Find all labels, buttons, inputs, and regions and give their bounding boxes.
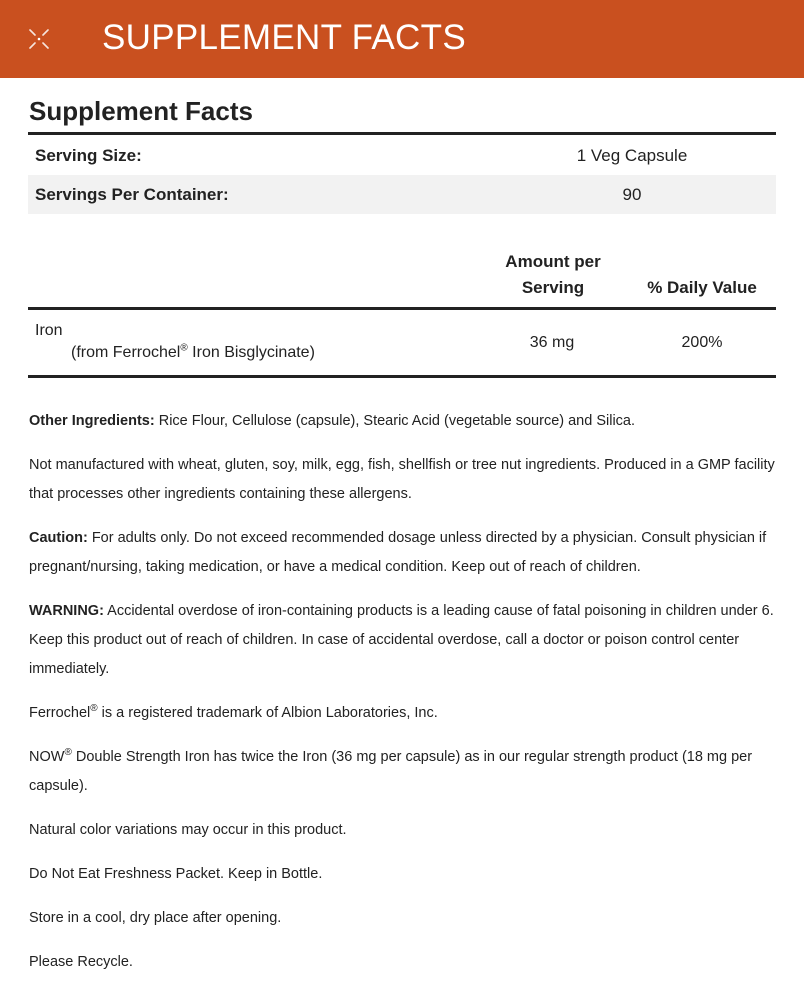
- servings-per-container-label: Servings Per Container:: [35, 184, 229, 204]
- close-x-icon[interactable]: [28, 28, 50, 50]
- recycle-note: Please Recycle.: [29, 954, 133, 970]
- title-rule: [28, 132, 776, 135]
- header-bar: [0, 0, 804, 78]
- nutrient-amount: 36 mg: [529, 334, 575, 351]
- facts-title: Supplement Facts: [29, 96, 253, 126]
- header-title: SUPPLEMENT FACTS: [102, 18, 466, 57]
- allergen-statement: Not manufactured with wheat, gluten, soy, milk, egg, fish, shellfish or tree nut ingredients. Produced in a GMP facility that processes other ingredients containing these allergens.: [29, 457, 775, 502]
- color-variation-note: Natural color variations may occur in this product.: [29, 822, 347, 838]
- header-rule: [28, 307, 776, 310]
- supplement-facts-panel: [0, 78, 804, 398]
- servings-per-container-row: [28, 175, 776, 214]
- nutrient-source: (from Ferrochel® Iron Bisglycinate): [71, 342, 315, 361]
- serving-size-label: Serving Size:: [35, 145, 142, 165]
- product-notes: [29, 407, 781, 992]
- storage-note: Store in a cool, dry place after opening.: [29, 910, 282, 926]
- serving-size-value: 1 Veg Capsule: [576, 145, 688, 165]
- daily-value-header: % Daily Value: [647, 278, 757, 297]
- amount-per-serving-header: Amount per Serving: [505, 252, 601, 297]
- warning-statement: WARNING: Accidental overdose of iron-containing products is a leading cause of fatal poisoning in children under 6. Keep this product out of reach of children. In case of accidental overdose, call a doctor or poison control center immediately.: [29, 603, 774, 677]
- servings-per-container-value: 90: [622, 184, 642, 204]
- caution-statement: Caution: For adults only. Do not exceed recommended dosage unless directed by a physician. Consult physician if pregnant/nursing, taking medication, or have a medical condition. Keep out of reach of children.: [29, 530, 767, 575]
- trademark-statement: Ferrochel® is a registered trademark of Albion Laboratories, Inc.: [29, 703, 438, 721]
- nutrient-name: Iron: [35, 322, 63, 339]
- bottom-rule: [28, 375, 776, 378]
- serving-size-row: [28, 136, 776, 175]
- other-ingredients: Other Ingredients: Rice Flour, Cellulose (capsule), Stearic Acid (vegetable source) and Silica.: [29, 413, 636, 429]
- freshness-packet-note: Do Not Eat Freshness Packet. Keep in Bottle.: [29, 866, 323, 882]
- nutrient-daily-value: 200%: [681, 334, 723, 351]
- strength-statement: NOW® Double Strength Iron has twice the Iron (36 mg per capsule) as in our regular strength product (18 mg per capsule).: [29, 747, 753, 794]
